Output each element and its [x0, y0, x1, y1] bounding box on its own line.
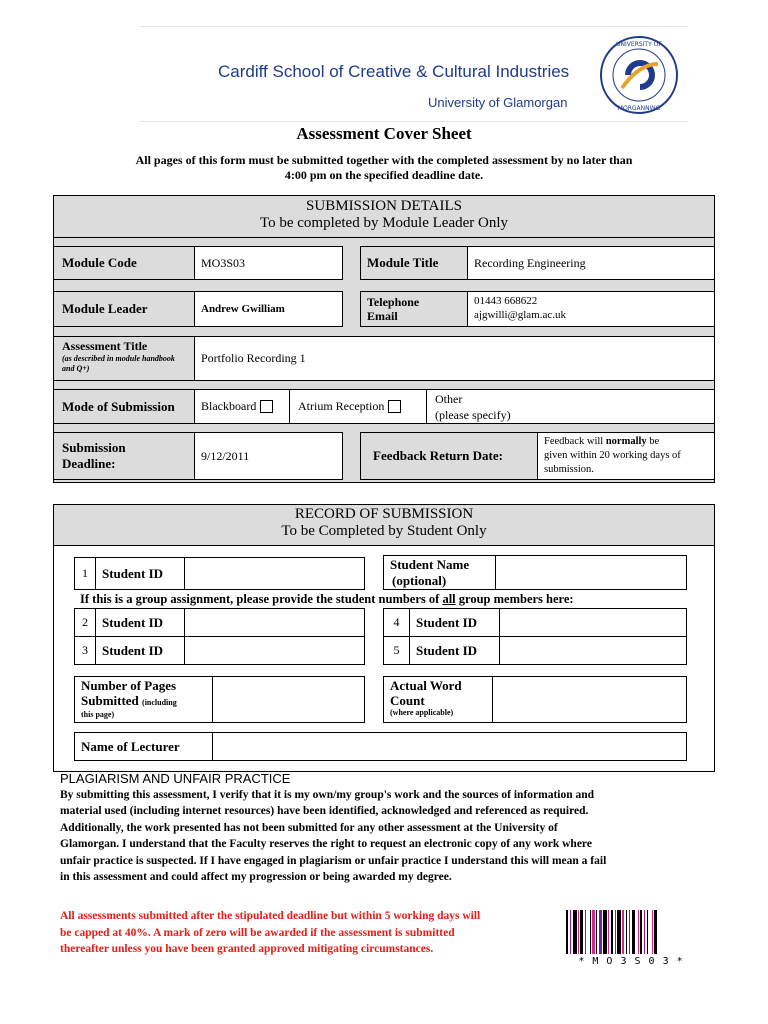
- other-label: Other: [435, 392, 463, 406]
- word-count-label: Actual Word Count (where applicable): [383, 676, 493, 723]
- submission-deadline-label: Submission Deadline:: [53, 432, 195, 480]
- telephone-label: Telephone: [367, 295, 420, 309]
- atrium-label: Atrium Reception: [298, 399, 385, 413]
- blackboard-label: Blackboard: [201, 399, 257, 413]
- telephone-email-field[interactable]: [467, 291, 715, 327]
- module-leader-field[interactable]: [194, 291, 343, 327]
- email-value: ajgwilli@glam.ac.uk: [474, 309, 566, 321]
- mode-blackboard-option[interactable]: [194, 389, 290, 424]
- atrium-checkbox[interactable]: [388, 400, 401, 413]
- feedback-return-label: Feedback Return Date:: [360, 432, 538, 480]
- student-name-input[interactable]: [495, 555, 687, 590]
- barcode: [566, 910, 696, 978]
- mode-of-submission-label: Mode of Submission: [53, 389, 195, 424]
- barcode-bar: [654, 910, 656, 954]
- module-code-value: MO3S03: [201, 255, 246, 270]
- student-1-number: 1: [74, 557, 96, 590]
- record-of-submission-header: [53, 504, 715, 546]
- instruction-line-1: All pages of this form must be submitted together with the completed assessment by no later than: [135, 153, 633, 167]
- group-assignment-note: If this is a group assignment, please provide the student numbers of all group members here:: [80, 592, 574, 606]
- student-3-number: 3: [74, 636, 96, 665]
- university-seal-logo: [598, 34, 680, 116]
- student-4-id-label: Student ID: [409, 608, 500, 637]
- svg-text:MORGANNWG: MORGANNWG: [617, 105, 661, 112]
- telephone-value: 01443 668622: [474, 295, 538, 307]
- submission-details-subheading: To be completed by Module Leader Only: [259, 215, 509, 231]
- module-title-label: Module Title: [360, 246, 468, 280]
- instruction-line-2: 4:00 pm on the specified deadline date.: [284, 168, 484, 182]
- module-leader-label: Module Leader: [53, 291, 195, 327]
- mode-other-field[interactable]: [426, 389, 715, 424]
- module-leader-value: Andrew Gwilliam: [201, 303, 285, 315]
- university-name: University of Glamorgan: [428, 95, 568, 110]
- student-3-id-input[interactable]: [184, 636, 365, 665]
- late-submission-notice: All assessments submitted after the stipulated deadline but within 5 working days will be capped at 40%. A mark of zero will be awarded if the assessment is submitted thereafter unless you have been granted approved mitigating circumstances.: [60, 910, 481, 955]
- student-2-number: 2: [74, 608, 96, 637]
- submission-deadline-value: 9/12/2011: [201, 448, 250, 463]
- student-name-label: Student Name (optional): [383, 555, 496, 590]
- student-5-id-input[interactable]: [499, 636, 687, 665]
- student-1-id-input[interactable]: [184, 557, 365, 590]
- submission-details-header: [53, 195, 715, 238]
- assessment-title-field[interactable]: [194, 336, 715, 381]
- student-2-id-input[interactable]: [184, 608, 365, 637]
- number-of-pages-label: Number of Pages Submitted (including this page): [74, 676, 213, 723]
- word-count-input[interactable]: [492, 676, 687, 723]
- barcode-text: * M O 3 S 0 3 *: [578, 956, 684, 967]
- student-4-number: 4: [383, 608, 410, 637]
- lecturer-name-input[interactable]: [212, 732, 687, 761]
- page-title: Assessment Cover Sheet: [296, 124, 472, 143]
- student-5-number: 5: [383, 636, 410, 665]
- number-of-pages-input[interactable]: [212, 676, 365, 723]
- assessment-title-note: (as described in module handbook and Q+): [62, 354, 175, 373]
- student-4-id-input[interactable]: [499, 608, 687, 637]
- submission-details-heading: SUBMISSION DETAILS: [306, 198, 462, 214]
- mode-atrium-option[interactable]: [289, 389, 427, 424]
- school-name: Cardiff School of Creative & Cultural Industries: [218, 62, 570, 81]
- assessment-title-label: Assessment Title (as described in module handbook and Q+): [53, 336, 195, 381]
- lecturer-name-label: Name of Lecturer: [74, 732, 213, 761]
- submission-deadline-field[interactable]: [194, 432, 343, 480]
- plagiarism-statement: By submitting this assessment, I verify that it is my own/my group's work and the sources of information and material used (including internet resources) have been identified, acknowledged and referenced as required. Additionally, the work presented has not been submitted for any other assessment at the University of Glamorgan. I understand that the Faculty reserves the right to request an electronic copy of any work where unfair practice is suspected. If I have engaged in plagiarism or unfair practice I understand this will mean a fail in this assessment and could affect my progression or being awarded my degree.: [60, 789, 607, 884]
- module-code-label: Module Code: [53, 246, 195, 280]
- plagiarism-heading: PLAGIARISM AND UNFAIR PRACTICE: [60, 771, 291, 786]
- feedback-return-field: Feedback will normally be given within 20 working days of submission.: [537, 432, 715, 480]
- module-code-field[interactable]: [194, 246, 343, 280]
- module-title-field[interactable]: [467, 246, 715, 280]
- module-title-value: Recording Engineering: [474, 255, 586, 270]
- assessment-title-value: Portfolio Recording 1: [201, 351, 306, 365]
- blackboard-checkbox[interactable]: [260, 400, 273, 413]
- record-subheading: To be Completed by Student Only: [281, 523, 487, 539]
- svg-text:UNIVERSITY OF: UNIVERSITY OF: [616, 41, 662, 48]
- student-3-id-label: Student ID: [95, 636, 185, 665]
- telephone-email-label: [360, 291, 468, 327]
- other-specify-label: (please specify): [435, 408, 511, 422]
- barcode-bars: [566, 910, 696, 954]
- record-heading: RECORD OF SUBMISSION: [294, 506, 474, 522]
- student-2-id-label: Student ID: [95, 608, 185, 637]
- email-label: Email: [367, 309, 398, 323]
- student-1-id-label: Student ID: [95, 557, 185, 590]
- student-5-id-label: Student ID: [409, 636, 500, 665]
